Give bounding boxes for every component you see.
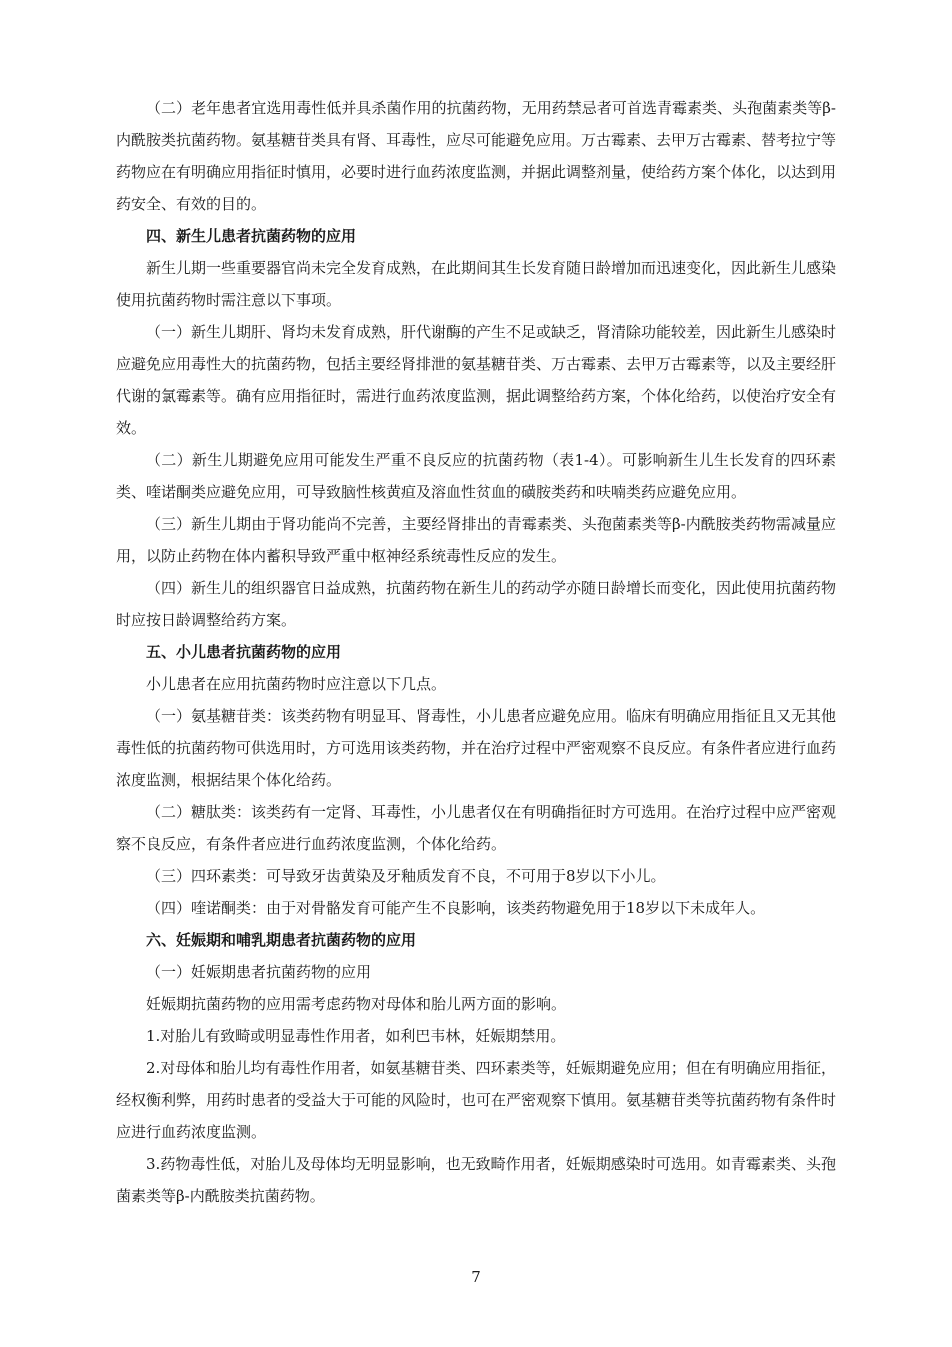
page-number: 7 <box>471 1268 481 1286</box>
paragraph-pregnancy-intro: 妊娠期抗菌药物的应用需考虑药物对母体和胎儿两方面的影响。 <box>146 995 567 1013</box>
paragraph-pregnancy-item-3: 3.药物毒性低，对胎儿及母体均无明显影响，也无致畸作用者，妊娠期感染时可选用。如青霉素类、头孢菌素类等β-内酰胺类抗菌药物。 <box>116 1155 836 1205</box>
paragraph-newborn-2: （二）新生儿期避免应用可能发生严重不良反应的抗菌药物（表1-4）。可影响新生儿生长发育的四环素类、喹诺酮类应避免应用，可导致脑性核黄疸及溶血性贫血的磺胺类药和呋喃类药应避免应用。 <box>116 451 836 501</box>
paragraph-newborn-1: （一）新生儿期肝、肾均未发育成熟，肝代谢酶的产生不足或缺乏，肾清除功能较差，因此新生儿感染时应避免应用毒性大的抗菌药物，包括主要经肾排泄的氨基糖苷类、万古霉素、去甲万古霉素等，以及主要经肝代谢的氯霉素等。确有应用指征时，需进行血药浓度监测，据此调整给药方案，个体化给药，以使治疗安全有效。 <box>116 323 837 437</box>
paragraph-newborn-intro: 新生儿期一些重要器官尚未完全发育成熟，在此期间其生长发育随日龄增加而迅速变化，因此新生儿感染使用抗菌药物时需注意以下事项。 <box>116 259 837 309</box>
section-heading-newborn: 四、新生儿患者抗菌药物的应用 <box>146 227 357 245</box>
paragraph-pregnancy-item-2: 2.对母体和胎儿均有毒性作用者，如氨基糖苷类、四环素类等，妊娠期避免应用；但在有明确应用指征，经权衡利弊，用药时患者的受益大于可能的风险时，也可在严密观察下慎用。氨基糖苷类等抗菌药物有条件时应进行血药浓度监测。 <box>116 1059 837 1141</box>
paragraph-newborn-4: （四）新生儿的组织器官日益成熟，抗菌药物在新生儿的药动学亦随日龄增长而变化，因此使用抗菌药物时应按日龄调整给药方案。 <box>116 579 837 629</box>
document-body <box>116 92 836 1212</box>
paragraph-newborn-3: （三）新生儿期由于肾功能尚不完善，主要经肾排出的青霉素类、头孢菌素类等β-内酰胺类药物需减量应用，以防止药物在体内蓄积导致严重中枢神经系统毒性反应的发生。 <box>116 515 836 565</box>
subheading-pregnancy-1: （一）妊娠期患者抗菌药物的应用 <box>146 963 372 981</box>
paragraph-children-3: （三）四环素类：可导致牙齿黄染及牙釉质发育不良，不可用于8岁以下小儿。 <box>146 867 666 885</box>
paragraph-pregnancy-item-1: 1.对胎儿有致畸或明显毒性作用者，如利巴韦林，妊娠期禁用。 <box>146 1027 566 1045</box>
paragraph-elderly-2: （二）老年患者宜选用毒性低并具杀菌作用的抗菌药物，无用药禁忌者可首选青霉素类、头孢菌素类等β-内酰胺类抗菌药物。氨基糖苷类具有肾、耳毒性，应尽可能避免应用。万古霉素、去甲万古霉素、替考拉宁等药物应在有明确应用指征时慎用，必要时进行血药浓度监测，并据此调整剂量，使给药方案个体化，以达到用药安全、有效的目的。 <box>116 99 837 213</box>
section-heading-children: 五、小儿患者抗菌药物的应用 <box>146 643 342 661</box>
paragraph-children-2: （二）糖肽类：该类药有一定肾、耳毒性，小儿患者仅在有明确指征时方可选用。在治疗过程中应严密观察不良反应，有条件者应进行血药浓度监测，个体化给药。 <box>116 803 837 853</box>
paragraph-children-4: （四）喹诺酮类：由于对骨骼发育可能产生不良影响，该类药物避免用于18岁以下未成年人。 <box>146 899 766 917</box>
paragraph-children-intro: 小儿患者在应用抗菌药物时应注意以下几点。 <box>146 675 447 693</box>
paragraph-children-1: （一）氨基糖苷类：该类药物有明显耳、肾毒性，小儿患者应避免应用。临床有明确应用指征且又无其他毒性低的抗菌药物可供选用时，方可选用该类药物，并在治疗过程中严密观察不良反应。有条件者应进行血药浓度监测，根据结果个体化给药。 <box>116 707 837 789</box>
section-heading-pregnancy: 六、妊娠期和哺乳期患者抗菌药物的应用 <box>146 931 417 949</box>
